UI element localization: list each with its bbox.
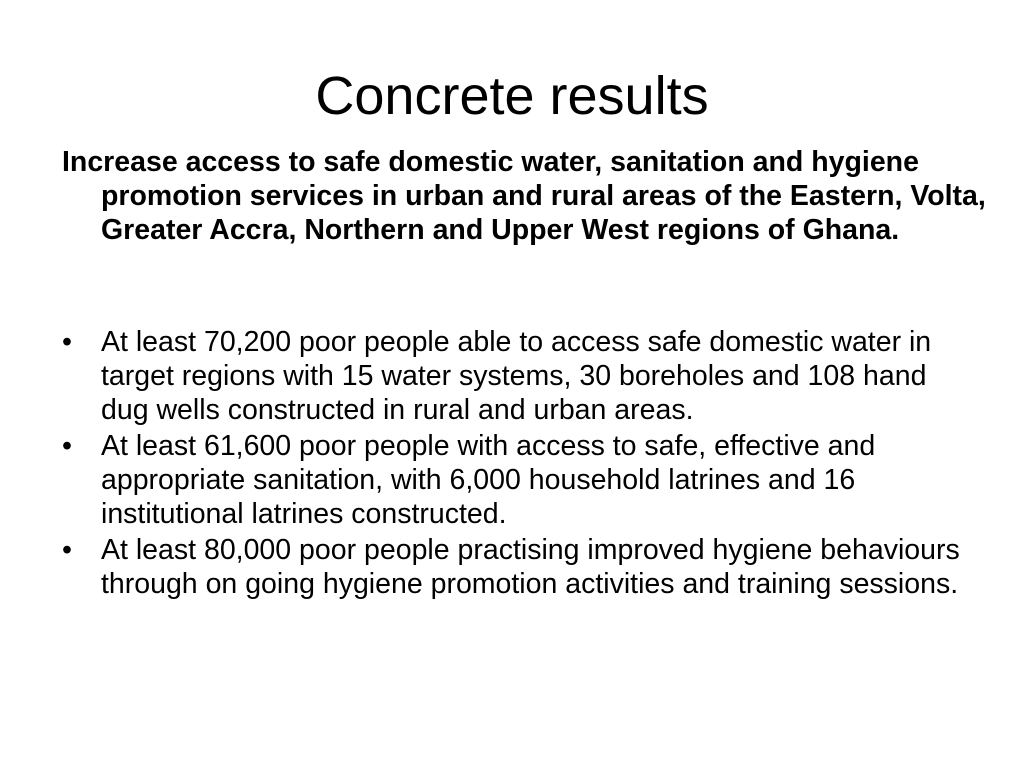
intro-paragraph: Increase access to safe domestic water, sanitation and hygiene promotion services in urban and rural areas of the Eastern, Volta, Greater Accra, Northern and Upper West regions of Ghana.	[62, 146, 986, 246]
slide-title: Concrete results	[315, 66, 709, 126]
bullet-item-hygiene	[62, 533, 972, 601]
bullet-icon: •	[62, 534, 72, 566]
bullet-text: At least 61,600 poor people with access to safe, effective and appropriate sanitation, with 6,000 household latrines and 16 institutional latrines constructed.	[101, 430, 876, 530]
bullet-item-water	[62, 325, 972, 427]
bullet-icon: •	[62, 430, 72, 462]
bullet-icon: •	[62, 326, 72, 358]
bullet-text: At least 80,000 poor people practising improved hygiene behaviours through on going hygiene promotion activities and training sessions.	[101, 534, 960, 600]
bullet-text: At least 70,200 poor people able to access safe domestic water in target regions with 15 water systems, 30 boreholes and 108 hand dug wells constructed in rural and urban areas.	[101, 326, 932, 426]
bullet-item-sanitation	[62, 429, 972, 531]
bullet-list	[62, 325, 972, 603]
